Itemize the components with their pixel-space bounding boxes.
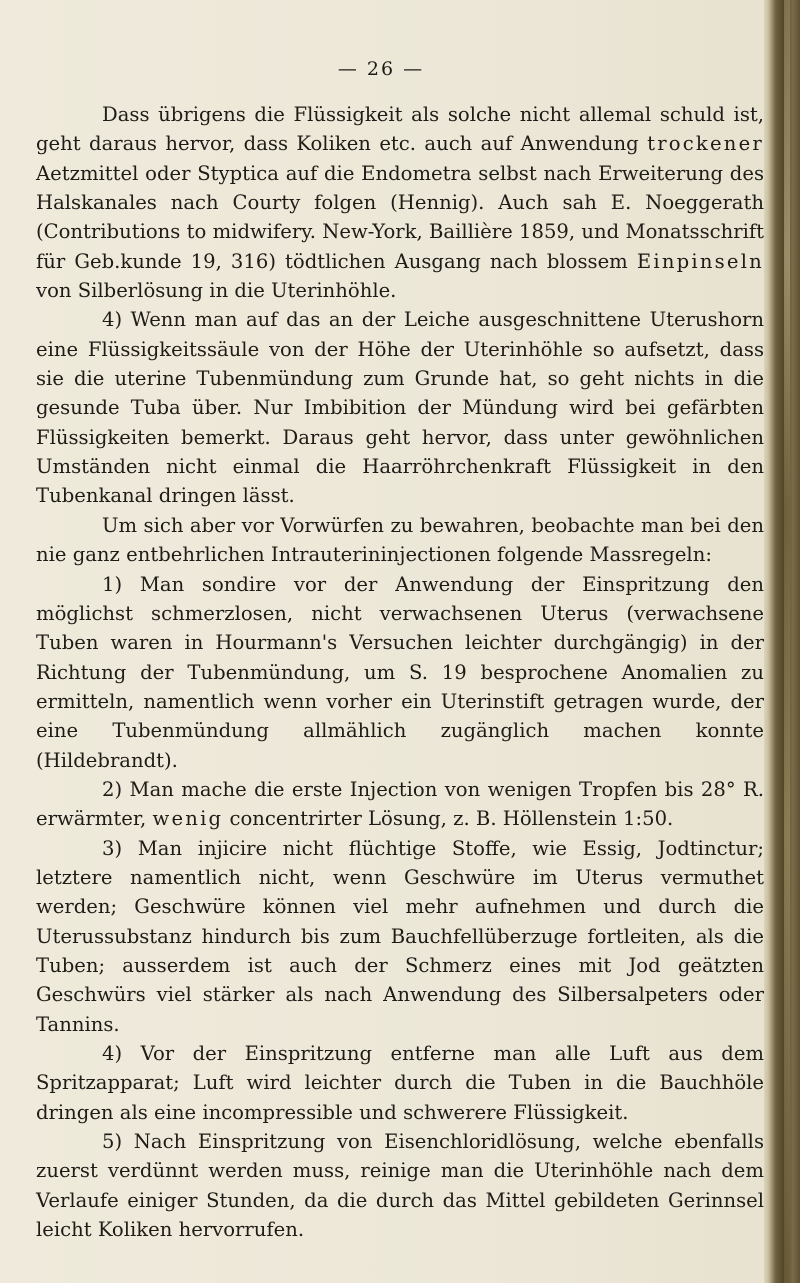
emphasized-word: Einpinseln [636, 249, 764, 273]
paragraph-drying-agents [36, 100, 764, 305]
emphasized-word: trockener [647, 132, 764, 156]
text-segment: Dass übrigens die Flüssigkeit als solche nicht allemal schuld ist, geht daraus hervor, dass Koliken etc. auch auf Anwendung [36, 103, 764, 156]
text-segment: Aetzmittel oder Styptica auf die Endometra selbst nach Erweiterung des Halskanales nach Courty folgen (Hennig). Auch sah E. Noeggerath (Contributions to midwifery. New-York, Baillière 1859, und Monatsschrift für Geb.kunde 19, 316) tödtlichen Ausgang nach blossem [36, 161, 764, 273]
paragraph-point-4-fluid-column: 4) Wenn man auf das an der Leiche ausgeschnittene Uterushorn eine Flüssigkeitssäule von der Höhe der Uterinhöhle so aufsetzt, dass sie die uterine Tubenmündung zum Grunde hat, so geht nichts in die gesunde Tuba über. Nur Imbibition der Mündung wird bei gefärbten Flüssigkeiten bemerkt. Daraus geht hervor, dass unter gewöhnlichen Umständen nicht einmal die Haarröhrchenkraft Flüssigkeit in den Tubenkanal dringen lässt. [36, 308, 764, 508]
paragraph-rules-intro: Um sich aber vor Vorwürfen zu bewahren, beobachte man bei den nie ganz entbehrlichen Intrauterininjectionen folgende Massregeln: [36, 513, 764, 567]
page-number: — 26 — [337, 58, 425, 80]
body-text [36, 100, 764, 1244]
paragraph-rule-4: 4) Vor der Einspritzung entferne man alle Luft aus dem Spritzapparat; Luft wird leichter durch die Tuben in die Bauchhöle dringen als eine incompressible und schwerere Flüssigkeit. [36, 1042, 764, 1124]
paragraph-rule-1: 1) Man sondire vor der Anwendung der Einspritzung den möglichst schmerzlosen, nicht verwachsenen Uterus (verwachsene Tuben waren in Hourmann's Versuchen leichter durchgängig) in der Richtung der Tubenmündung, um S. 19 besprochene Anomalien zu ermitteln, namentlich wenn vorher ein Uterinstift getragen wurde, der eine Tubenmündung allmählich zugänglich machen konnte (Hildebrandt). [36, 572, 764, 772]
paragraph-rule-2 [36, 775, 764, 834]
paragraph-rule-3: 3) Man injicire nicht flüchtige Stoffe, wie Essig, Jodtinctur; letztere namentlich nicht, wenn Geschwüre im Uterus vermuthet werden; Geschwüre können viel mehr aufnehmen und durch die Uterussubstanz hindurch bis zum Bauchfellüberzuge fortleiten, als die Tuben; ausserdem ist auch der Schmerz eines mit Jod geätzten Geschwürs viel stärker als nach Anwendung des Silbersalpeters oder Tannins. [36, 836, 764, 1036]
paragraph-rule-5: 5) Nach Einspritzung von Eisenchloridlösung, welche ebenfalls zuerst verdünnt werden muss, reinige man die Uterinhöhle nach dem Verlaufe einiger Stunden, da die durch das Mittel gebildeten Gerinnsel leicht Koliken hervorrufen. [36, 1130, 764, 1242]
text-segment: concentrirter Lösung, z. B. Höllenstein 1:50. [223, 807, 674, 831]
text-segment: 2) Man mache die erste Injection von wenigen Tropfen bis 28° R. erwärmter, [36, 777, 764, 831]
emphasized-word: wenig [152, 807, 224, 831]
text-segment: von Silberlösung in die Uterinhöhle. [36, 279, 397, 303]
book-page-edge-sheen [784, 0, 790, 1283]
book-page-edge [764, 0, 800, 1283]
